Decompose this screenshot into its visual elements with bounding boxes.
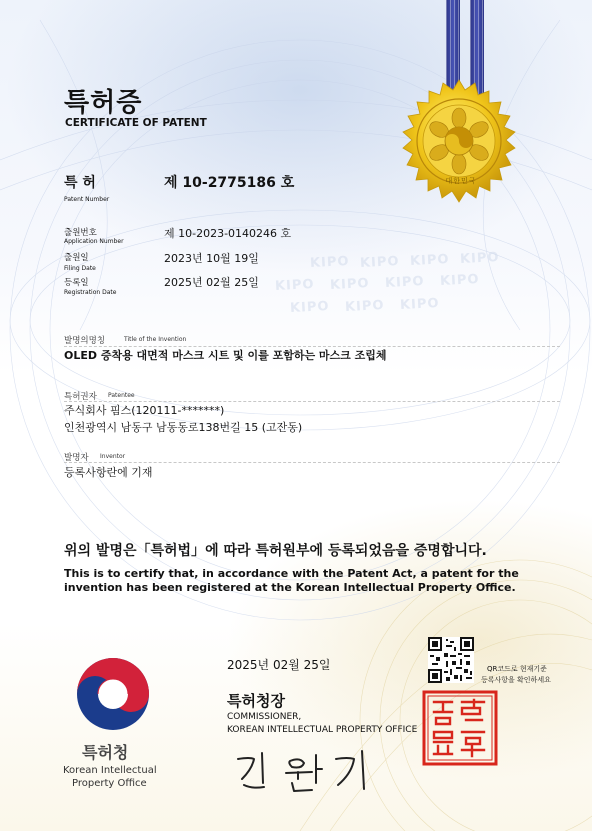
application-number-value: 제 10-2023-0140246 호	[164, 227, 292, 240]
watermark-kipo: KIPO	[459, 249, 500, 268]
patent-number-label-en: Patent Number	[64, 196, 110, 203]
org-name-en-line2: Property Office	[72, 778, 147, 789]
page-title: 특허증	[64, 88, 143, 118]
qr-code-icon[interactable]	[428, 637, 474, 683]
filing-date-label-en: Filing Date	[64, 265, 96, 272]
application-number-label: 출원번호	[64, 228, 97, 238]
patentee-address: 인천광역시 남동구 남동동로138번길 15 (고잔동)	[64, 421, 303, 434]
gold-seal-icon	[393, 78, 525, 210]
invention-title-value: OLED 증착용 대면적 마스크 시트 및 이를 포함하는 마스크 조립체	[64, 349, 387, 362]
registration-date-label-en: Registration Date	[64, 289, 117, 296]
org-name-en-line1: Korean Intellectual	[63, 765, 157, 776]
patent-number-label: 특 허	[64, 175, 96, 191]
watermark-kipo: KIPO	[399, 295, 440, 314]
page-subtitle: CERTIFICATE OF PATENT	[65, 117, 207, 129]
inventor-label-en: Inventor	[100, 453, 126, 460]
commissioner-signature	[230, 745, 380, 795]
seal-caption: 대한민국	[445, 177, 477, 185]
patentee-label: 특허권자	[64, 392, 97, 402]
invention-label: 발명의명칭	[64, 336, 106, 346]
watermark-kipo: KIPO	[309, 253, 350, 272]
watermark-kipo: KIPO	[344, 297, 385, 316]
certification-statement-en: This is to certify that, in accordance with the Patent Act, a patent for the invention has been registered at the Korean Intellectual Property Office.	[64, 567, 519, 594]
qr-note-line2: 등록사항을 확인하세요	[481, 676, 551, 684]
patent-number-value: 제 10-2775186 호	[164, 175, 295, 191]
inventor-label: 발명자	[64, 453, 89, 463]
watermark-kipo: KIPO	[409, 251, 450, 270]
invention-label-en: Title of the Invention	[124, 336, 187, 343]
patentee-name: 주식회사 핌스(120111-*******)	[64, 404, 225, 417]
kipo-logo-icon	[75, 656, 151, 732]
watermark-kipo: KIPO	[439, 271, 480, 290]
official-stamp-icon	[422, 690, 498, 766]
certification-statement-ko: 위의 발명은「특허법」에 따라 특허원부에 등록되었음을 증명합니다.	[64, 543, 487, 559]
filing-date-value: 2023년 10월 19일	[164, 252, 259, 265]
patentee-label-en: Patentee	[108, 392, 135, 399]
watermark-kipo: KIPO	[329, 275, 370, 294]
commissioner-title-en-line2: KOREAN INTELLECTUAL PROPERTY OFFICE	[227, 725, 418, 735]
commissioner-title-en-line1: COMMISSIONER,	[227, 712, 302, 722]
watermark-kipo: KIPO	[274, 276, 315, 295]
commissioner-title-ko: 특허청장	[227, 692, 285, 710]
filing-date-label: 출원일	[64, 253, 89, 263]
inventor-value: 등록사항란에 기재	[64, 466, 153, 479]
watermark-kipo: KIPO	[359, 253, 400, 272]
divider	[64, 462, 560, 463]
issue-date: 2025년 02월 25일	[227, 658, 331, 672]
org-name-ko: 특허청	[82, 743, 129, 762]
watermark-kipo: KIPO	[384, 273, 425, 292]
application-number-label-en: Application Number	[64, 238, 124, 245]
registration-date-value: 2025년 02월 25일	[164, 276, 259, 289]
qr-note-line1: QR코드로 현재기준	[487, 665, 547, 673]
registration-date-label: 등록일	[64, 278, 89, 288]
watermark-kipo: KIPO	[289, 298, 330, 317]
